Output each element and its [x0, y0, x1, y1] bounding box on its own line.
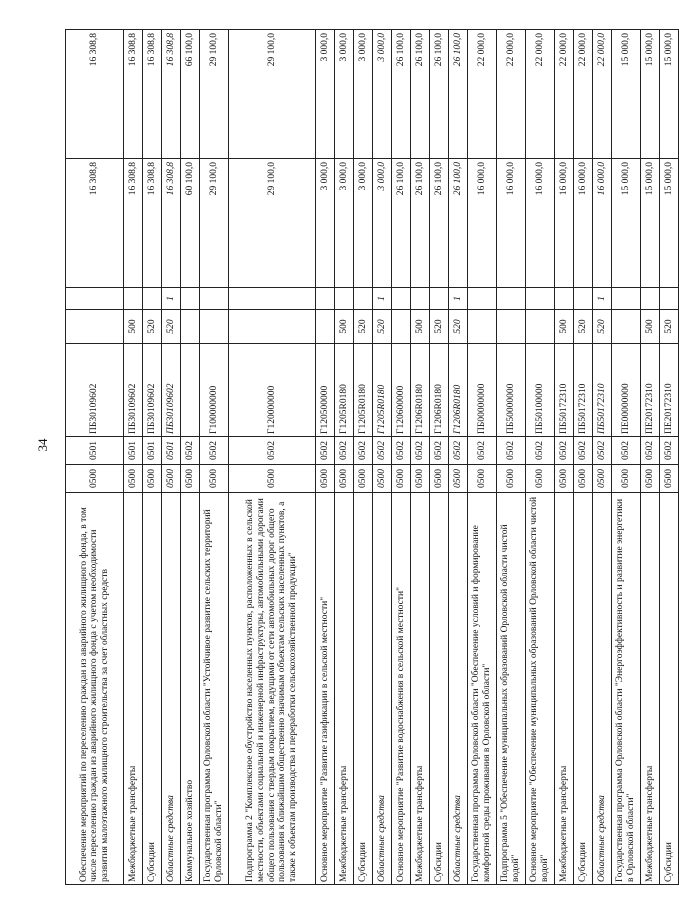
table-row — [574, 30, 593, 885]
cell-amount-current: 26 100,0 — [411, 159, 430, 288]
cell-amount-current: 3 000,0 — [373, 159, 392, 288]
cell-amount-next: 3 000,0 — [335, 30, 354, 159]
cell-section: 0500 — [641, 465, 660, 493]
cell-amount-current: 16 000,0 — [497, 159, 526, 288]
cell-description: Субсидии — [430, 493, 449, 885]
cell-funding-flag — [181, 288, 200, 310]
cell-subsection: 0501 — [143, 437, 162, 465]
cell-amount-next: 22 000,0 — [497, 30, 526, 159]
cell-expense-type — [392, 310, 411, 344]
cell-funding-flag — [468, 288, 497, 310]
cell-amount-next: 26 100,0 — [411, 30, 430, 159]
cell-section: 0500 — [200, 465, 229, 493]
cell-funding-flag — [574, 288, 593, 310]
table-row — [181, 30, 200, 885]
cell-subsection: 0502 — [316, 437, 335, 465]
cell-funding-flag — [143, 288, 162, 310]
cell-description: Государственная программа Орловской области "Обеспечение условий и формирование комфортной среды проживания в Орловской области" — [468, 493, 497, 885]
cell-amount-next: 29 100,0 — [229, 30, 316, 159]
cell-funding-flag — [660, 288, 679, 310]
table-row — [555, 30, 574, 885]
cell-target-code: Г1205R0180 — [373, 344, 392, 437]
cell-target-code: ПЕ00000000 — [612, 344, 641, 437]
table-row — [411, 30, 430, 885]
cell-target-code: ПБ00000000 — [468, 344, 497, 437]
cell-section: 0500 — [555, 465, 574, 493]
cell-amount-next: 26 100,0 — [392, 30, 411, 159]
cell-amount-next: 16 308,8 — [124, 30, 143, 159]
cell-description: Субсидии — [574, 493, 593, 885]
cell-description: Государственная программа Орловской области "Энергоэффективность и развитие энергетики в Орловской области" — [612, 493, 641, 885]
cell-subsection: 0502 — [641, 437, 660, 465]
cell-expense-type: 520 — [593, 310, 612, 344]
cell-section: 0500 — [373, 465, 392, 493]
cell-subsection: 0502 — [497, 437, 526, 465]
cell-funding-flag — [335, 288, 354, 310]
cell-amount-next: 3 000,0 — [373, 30, 392, 159]
cell-section: 0500 — [411, 465, 430, 493]
cell-amount-current: 26 100,0 — [449, 159, 468, 288]
cell-expense-type: 520 — [373, 310, 392, 344]
cell-expense-type: 520 — [574, 310, 593, 344]
cell-expense-type: 520 — [162, 310, 181, 344]
cell-description: Коммунальное хозяйство — [181, 493, 200, 885]
cell-amount-next: 22 000,0 — [555, 30, 574, 159]
cell-funding-flag — [526, 288, 555, 310]
cell-section: 0500 — [229, 465, 316, 493]
cell-amount-current: 16 308,8 — [66, 159, 124, 288]
cell-funding-flag — [555, 288, 574, 310]
cell-expense-type: 520 — [143, 310, 162, 344]
table-row — [449, 30, 468, 885]
cell-subsection: 0502 — [612, 437, 641, 465]
cell-amount-current: 60 100,0 — [181, 159, 200, 288]
table-row — [354, 30, 373, 885]
cell-expense-type — [181, 310, 200, 344]
cell-amount-next: 16 308,8 — [66, 30, 124, 159]
table-row — [593, 30, 612, 885]
cell-description: Обеспечение мероприятий по переселению граждан из аварийного жилищного фонда, в том числе переселению граждан из аварийного жилищного фонда с учетом необходимости развития малоэтажного жилищного строительства за счет областных средств — [66, 493, 124, 885]
cell-expense-type: 520 — [430, 310, 449, 344]
cell-amount-current: 16 000,0 — [574, 159, 593, 288]
table-container — [65, 30, 674, 885]
cell-amount-current: 16 308,8 — [162, 159, 181, 288]
cell-funding-flag — [229, 288, 316, 310]
table-row — [612, 30, 641, 885]
table-row — [660, 30, 679, 885]
cell-section: 0500 — [526, 465, 555, 493]
cell-amount-current: 29 100,0 — [229, 159, 316, 288]
cell-expense-type: 500 — [641, 310, 660, 344]
table-row — [373, 30, 392, 885]
cell-section: 0500 — [593, 465, 612, 493]
cell-target-code: Г1206R0180 — [411, 344, 430, 437]
cell-description: Подпрограмма 2 "Комплексное обустройство населенных пунктов, расположенных в сельской местности, объектами социальной и инженерной инфраструктуры, автомобильными дорогами общего пользования с твердым покрытием, ведущими от сети автомобильных дорог общего пользования к ближайшим общественно значимым объектам сельских населенных пунктов, а также к объектам производства и переработки сельскохозяйственной продукции" — [229, 493, 316, 885]
cell-target-code: Г120000000 — [229, 344, 316, 437]
budget-table — [65, 29, 679, 885]
cell-amount-current: 15 000,0 — [641, 159, 660, 288]
cell-section: 0500 — [143, 465, 162, 493]
cell-section: 0500 — [660, 465, 679, 493]
cell-description: Подпрограмма 5 "Обеспечение муниципальных образований Орловской области чистой водой" — [497, 493, 526, 885]
cell-funding-flag — [66, 288, 124, 310]
cell-amount-next: 15 000,0 — [612, 30, 641, 159]
cell-expense-type: 500 — [335, 310, 354, 344]
cell-amount-current: 16 000,0 — [468, 159, 497, 288]
cell-target-code: ПБ30109602 — [66, 344, 124, 437]
cell-amount-current: 16 000,0 — [526, 159, 555, 288]
table-row — [335, 30, 354, 885]
cell-target-code: ПБ30109602 — [124, 344, 143, 437]
cell-target-code: ПБ30109602 — [143, 344, 162, 437]
cell-subsection: 0502 — [593, 437, 612, 465]
cell-amount-current: 26 100,0 — [392, 159, 411, 288]
cell-target-code: ПБ50172310 — [555, 344, 574, 437]
cell-funding-flag: 1 — [373, 288, 392, 310]
table-row — [497, 30, 526, 885]
cell-subsection: 0502 — [354, 437, 373, 465]
cell-target-code: ПЕ20172310 — [641, 344, 660, 437]
cell-description: Межбюджетные трансферты — [641, 493, 660, 885]
cell-amount-next: 22 000,0 — [574, 30, 593, 159]
cell-funding-flag — [612, 288, 641, 310]
cell-subsection: 0502 — [555, 437, 574, 465]
cell-target-code: Г1206R0180 — [430, 344, 449, 437]
cell-target-code: Г1206R0180 — [449, 344, 468, 437]
cell-target-code: Г1205R0180 — [354, 344, 373, 437]
cell-description: Государственная программа Орловской области "Устойчивое развитие сельских территорий Орловской области" — [200, 493, 229, 885]
cell-funding-flag — [497, 288, 526, 310]
cell-target-code: Г120600000 — [392, 344, 411, 437]
cell-subsection: 0502 — [392, 437, 411, 465]
table-row — [124, 30, 143, 885]
cell-amount-next: 15 000,0 — [660, 30, 679, 159]
table-row — [430, 30, 449, 885]
cell-subsection: 0502 — [574, 437, 593, 465]
cell-section: 0500 — [124, 465, 143, 493]
page-number: 34 — [35, 438, 50, 452]
cell-amount-next: 26 100,0 — [430, 30, 449, 159]
cell-description: Основное мероприятие "Обеспечение муниципальных образований Орловской области чистой водой" — [526, 493, 555, 885]
cell-funding-flag: 1 — [593, 288, 612, 310]
cell-description: Субсидии — [354, 493, 373, 885]
cell-section: 0500 — [612, 465, 641, 493]
cell-target-code: Г120500000 — [316, 344, 335, 437]
cell-funding-flag — [316, 288, 335, 310]
cell-funding-flag — [411, 288, 430, 310]
table-row — [162, 30, 181, 885]
cell-expense-type — [526, 310, 555, 344]
cell-amount-current: 15 000,0 — [660, 159, 679, 288]
cell-subsection: 0502 — [430, 437, 449, 465]
cell-target-code: Г100000000 — [200, 344, 229, 437]
cell-amount-current: 29 100,0 — [200, 159, 229, 288]
cell-target-code: Г1205R0180 — [335, 344, 354, 437]
cell-description: Субсидии — [143, 493, 162, 885]
cell-amount-next: 15 000,0 — [641, 30, 660, 159]
cell-subsection: 0501 — [124, 437, 143, 465]
cell-subsection: 0502 — [335, 437, 354, 465]
cell-expense-type — [66, 310, 124, 344]
cell-target-code: ПБ30109602 — [162, 344, 181, 437]
cell-section: 0500 — [181, 465, 200, 493]
cell-subsection: 0502 — [411, 437, 430, 465]
table-row — [468, 30, 497, 885]
cell-section: 0500 — [430, 465, 449, 493]
cell-subsection: 0502 — [373, 437, 392, 465]
cell-funding-flag — [200, 288, 229, 310]
cell-funding-flag — [392, 288, 411, 310]
table-row — [316, 30, 335, 885]
cell-expense-type — [612, 310, 641, 344]
cell-section: 0500 — [316, 465, 335, 493]
cell-expense-type: 520 — [449, 310, 468, 344]
cell-amount-current: 16 000,0 — [593, 159, 612, 288]
cell-description: Основное мероприятие "Развитие водоснабжения в сельской местности" — [392, 493, 411, 885]
cell-expense-type — [316, 310, 335, 344]
cell-description: Областные средства — [162, 493, 181, 885]
cell-target-code: ПБ50000000 — [497, 344, 526, 437]
table-row — [66, 30, 124, 885]
cell-description: Межбюджетные трансферты — [335, 493, 354, 885]
cell-expense-type: 500 — [124, 310, 143, 344]
cell-section: 0500 — [497, 465, 526, 493]
cell-funding-flag: 1 — [449, 288, 468, 310]
cell-subsection: 0502 — [181, 437, 200, 465]
cell-funding-flag — [430, 288, 449, 310]
table-row — [143, 30, 162, 885]
cell-expense-type — [468, 310, 497, 344]
table-row — [641, 30, 660, 885]
cell-amount-next: 22 000,0 — [468, 30, 497, 159]
cell-amount-next: 29 100,0 — [200, 30, 229, 159]
cell-amount-next: 3 000,0 — [316, 30, 335, 159]
cell-section: 0500 — [162, 465, 181, 493]
cell-funding-flag — [354, 288, 373, 310]
cell-expense-type: 500 — [555, 310, 574, 344]
cell-subsection: 0502 — [229, 437, 316, 465]
cell-description: Межбюджетные трансферты — [555, 493, 574, 885]
cell-amount-current: 3 000,0 — [354, 159, 373, 288]
cell-target-code: ПБ50100000 — [526, 344, 555, 437]
cell-amount-next: 22 000,0 — [526, 30, 555, 159]
table-row — [200, 30, 229, 885]
cell-amount-next: 3 000,0 — [354, 30, 373, 159]
cell-funding-flag — [124, 288, 143, 310]
cell-target-code: ПБ50172310 — [574, 344, 593, 437]
cell-amount-next: 16 308,8 — [162, 30, 181, 159]
cell-section: 0500 — [574, 465, 593, 493]
cell-amount-next: 26 100,0 — [449, 30, 468, 159]
cell-subsection: 0501 — [162, 437, 181, 465]
cell-subsection: 0502 — [660, 437, 679, 465]
cell-amount-current: 16 000,0 — [555, 159, 574, 288]
cell-expense-type: 500 — [411, 310, 430, 344]
cell-amount-current: 26 100,0 — [430, 159, 449, 288]
table-row — [526, 30, 555, 885]
cell-subsection: 0502 — [526, 437, 555, 465]
table-row — [229, 30, 316, 885]
cell-amount-current: 3 000,0 — [316, 159, 335, 288]
cell-subsection: 0502 — [449, 437, 468, 465]
cell-subsection: 0502 — [468, 437, 497, 465]
cell-expense-type — [229, 310, 316, 344]
cell-funding-flag: 1 — [162, 288, 181, 310]
cell-target-code — [181, 344, 200, 437]
cell-amount-current: 3 000,0 — [335, 159, 354, 288]
cell-amount-current: 16 308,8 — [143, 159, 162, 288]
cell-description: Основное мероприятие "Развитие газификации в сельской местности" — [316, 493, 335, 885]
cell-section: 0500 — [66, 465, 124, 493]
table-row — [392, 30, 411, 885]
cell-expense-type: 520 — [354, 310, 373, 344]
cell-description: Областные средства — [593, 493, 612, 885]
cell-description: Областные средства — [449, 493, 468, 885]
cell-amount-current: 16 308,8 — [124, 159, 143, 288]
cell-description: Межбюджетные трансферты — [411, 493, 430, 885]
cell-section: 0500 — [392, 465, 411, 493]
cell-amount-next: 22 000,0 — [593, 30, 612, 159]
cell-expense-type: 520 — [660, 310, 679, 344]
cell-target-code: ПЕ20172310 — [660, 344, 679, 437]
cell-section: 0500 — [335, 465, 354, 493]
cell-target-code: ПБ50172310 — [593, 344, 612, 437]
cell-expense-type — [200, 310, 229, 344]
cell-funding-flag — [641, 288, 660, 310]
cell-section: 0500 — [449, 465, 468, 493]
cell-subsection: 0502 — [200, 437, 229, 465]
cell-description: Субсидии — [660, 493, 679, 885]
cell-description: Межбюджетные трансферты — [124, 493, 143, 885]
cell-subsection: 0501 — [66, 437, 124, 465]
cell-amount-current: 15 000,0 — [612, 159, 641, 288]
cell-expense-type — [497, 310, 526, 344]
cell-amount-next: 66 100,0 — [181, 30, 200, 159]
table-body — [66, 30, 679, 885]
cell-description: Областные средства — [373, 493, 392, 885]
cell-section: 0500 — [354, 465, 373, 493]
cell-amount-next: 16 308,8 — [143, 30, 162, 159]
cell-section: 0500 — [468, 465, 497, 493]
